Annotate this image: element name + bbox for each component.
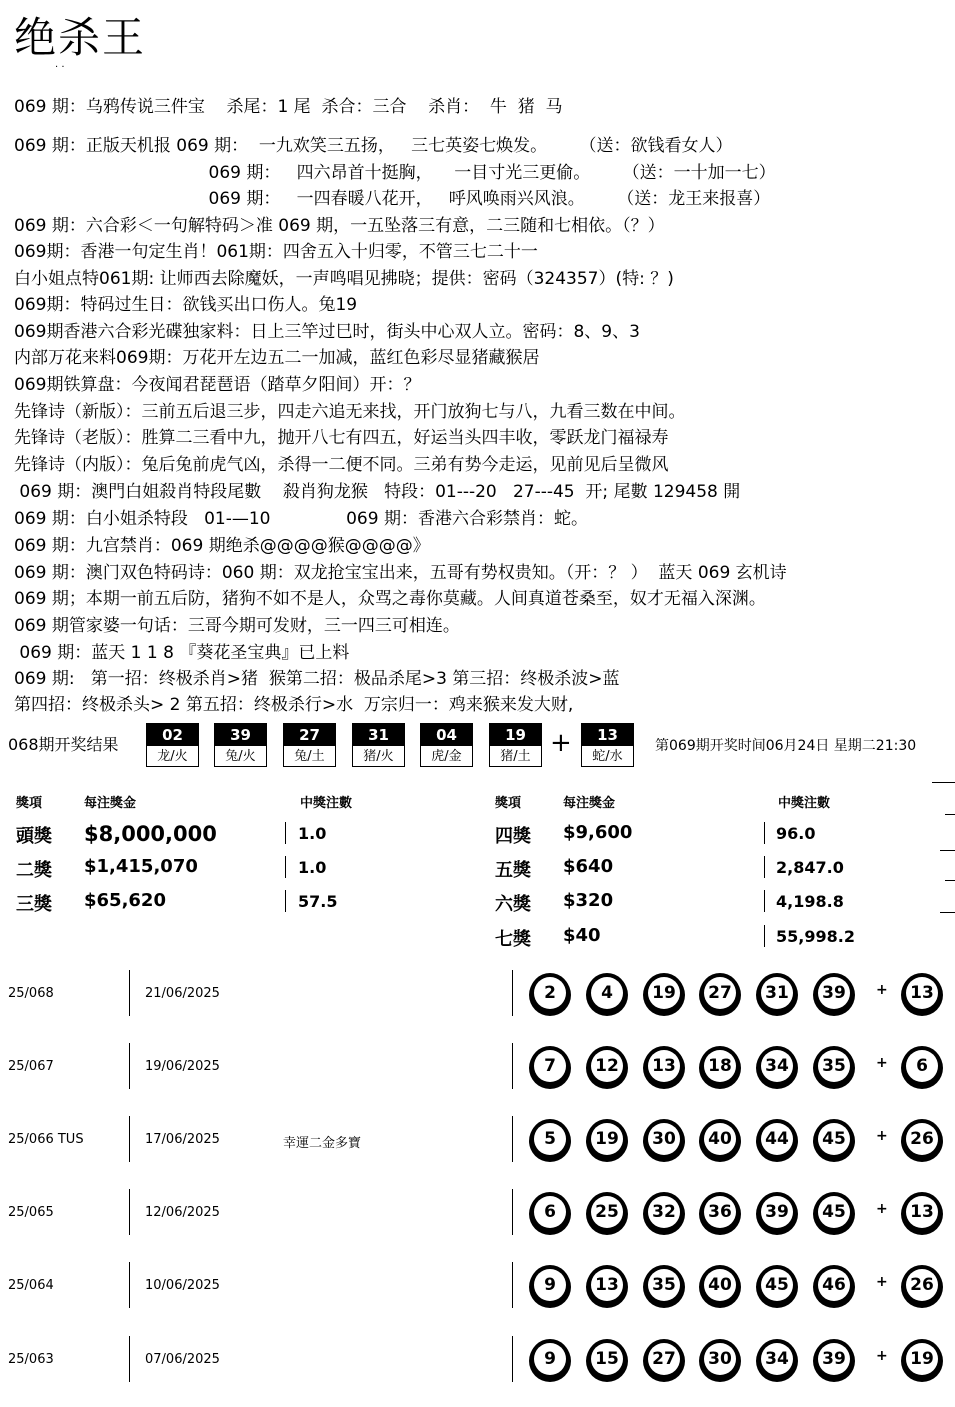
history-special-ball — [902, 1265, 942, 1305]
history-plus-sign: + — [876, 1274, 888, 1290]
history-ball — [814, 1339, 854, 1379]
history-divider — [129, 1043, 130, 1089]
history-issue: 25/065 — [8, 1205, 54, 1220]
result-ball — [146, 723, 199, 767]
history-ball — [700, 1339, 740, 1379]
history-ball — [644, 973, 684, 1013]
history-ball-number: 13 — [648, 1050, 680, 1082]
prediction-line: 069 期：六合彩＜一句解特码＞准 069 期，一五坠落三有意，二三随和七相依。（？） — [14, 216, 665, 236]
history-special-number: 26 — [906, 1269, 938, 1301]
prediction-line: 069 期：正版天机报 069 期： 一九欢笑三五扬， 三七英姿七焕发。 （送：欲钱看女人） — [14, 136, 733, 156]
history-ball — [757, 1339, 797, 1379]
history-ball — [757, 973, 797, 1013]
prize-header-name: 獎項 — [16, 796, 43, 811]
history-special-ball — [902, 1192, 942, 1232]
prediction-line: 069 期: 第一招：终极杀肖>猪 猴第二招：极品杀尾>3 第三招：终极杀波>蓝 — [14, 669, 620, 689]
prediction-line: 先锋诗（新版）：三前五后退三步，四走六追无来找，开门放狗七与八，九看三数在中间。 — [14, 402, 686, 422]
history-ball-number: 7 — [534, 1050, 566, 1082]
history-ball — [587, 1046, 627, 1086]
history-ball — [530, 973, 570, 1013]
prize-amount: $1,415,070 — [84, 856, 198, 877]
prize-count: 2,847.0 — [776, 858, 844, 877]
history-ball — [814, 1192, 854, 1232]
history-date: 17/06/2025 — [145, 1132, 220, 1147]
history-plus-sign: + — [876, 1128, 888, 1144]
history-issue: 25/064 — [8, 1278, 54, 1293]
prediction-line: 069 期；本期一前五后防，猪狗不如不是人，众骂之毒你莫藏。人间真道苍桑至，奴才无福入深渊。 — [14, 589, 766, 609]
history-ball-number: 32 — [648, 1196, 680, 1228]
page-title: 绝杀王 — [14, 13, 147, 62]
results-label: 068期开奖结果 — [8, 735, 119, 754]
prediction-line: 069期：特码过生日：欲钱买出口伤人。兔19 — [14, 295, 358, 315]
history-date: 07/06/2025 — [145, 1352, 220, 1367]
history-divider — [512, 1262, 513, 1308]
prediction-line: 069 期： 一四春暖八花开， 呼风唤雨兴风浪。 （送：龙王来报喜） — [14, 189, 771, 209]
history-ball — [530, 1265, 570, 1305]
prize-divider — [764, 890, 765, 912]
history-ball — [757, 1192, 797, 1232]
history-ball-number: 39 — [818, 1343, 850, 1375]
prize-name: 七獎 — [495, 929, 531, 950]
prize-count: 1.0 — [298, 824, 327, 843]
history-note: 幸運二金多寶 — [283, 1136, 362, 1151]
result-ball-zodiac: 龙/火 — [157, 749, 188, 764]
prize-count: 57.5 — [298, 892, 338, 911]
history-ball-number: 25 — [591, 1196, 623, 1228]
history-ball — [814, 973, 854, 1013]
history-ball-number: 5 — [534, 1123, 566, 1155]
next-draw-time: 第069期开奖时间06月24日 星期二21:30 — [655, 738, 917, 754]
prediction-line: 先锋诗（内版）：兔后兔前虎气凶，杀得一二便不同。三弟有势今走运，见前见后呈微风 — [14, 455, 669, 475]
prize-amount: $320 — [563, 890, 614, 911]
history-ball-number: 19 — [591, 1123, 623, 1155]
history-divider — [129, 1189, 130, 1235]
history-ball — [587, 973, 627, 1013]
prize-amount: $8,000,000 — [84, 822, 217, 846]
result-ball-zodiac: 猪/火 — [363, 749, 394, 764]
history-special-ball — [902, 1119, 942, 1159]
history-ball — [700, 1265, 740, 1305]
history-ball — [644, 1119, 684, 1159]
history-date: 10/06/2025 — [145, 1278, 220, 1293]
prize-count: 96.0 — [776, 824, 816, 843]
prize-divider — [285, 856, 286, 878]
prize-name: 二獎 — [16, 860, 52, 881]
special-plus-sign: + — [550, 728, 572, 758]
history-ball — [700, 1046, 740, 1086]
edge-mark — [945, 880, 955, 881]
history-ball — [700, 1119, 740, 1159]
history-ball-number: 2 — [534, 977, 566, 1009]
history-special-ball — [902, 1046, 942, 1086]
result-ball — [214, 723, 267, 767]
history-special-number: 6 — [906, 1050, 938, 1082]
history-plus-sign: + — [876, 1201, 888, 1217]
history-special-number: 13 — [906, 977, 938, 1009]
history-row — [0, 1334, 955, 1407]
history-ball — [587, 1339, 627, 1379]
history-divider — [512, 1189, 513, 1235]
prize-header-count: 中獎注數 — [300, 796, 353, 811]
history-ball — [700, 1192, 740, 1232]
history-special-ball — [902, 1339, 942, 1379]
prize-header-amount: 每注獎金 — [84, 796, 137, 811]
history-row — [0, 1114, 955, 1187]
history-ball-number: 19 — [648, 977, 680, 1009]
history-ball-number: 30 — [648, 1123, 680, 1155]
history-ball-number: 27 — [648, 1343, 680, 1375]
history-row — [0, 1041, 955, 1114]
prediction-line: 069 期： 四六昂首十挺胸， 一目寸光三更偷。 （送：一十加一七） — [14, 163, 776, 183]
history-ball-number: 44 — [761, 1123, 793, 1155]
history-ball-number: 45 — [818, 1196, 850, 1228]
history-divider — [129, 1336, 130, 1382]
history-issue: 25/063 — [8, 1352, 54, 1367]
result-ball-zodiac: 兔/土 — [294, 749, 325, 764]
history-ball — [814, 1265, 854, 1305]
history-divider — [512, 1336, 513, 1382]
history-divider — [129, 970, 130, 1016]
prediction-line: 内部万花来料069期：万花开左边五二一加减，蓝红色彩尽显猪藏猴居 — [14, 348, 540, 368]
result-ball-zodiac: 虎/金 — [431, 749, 462, 764]
prize-name: 五獎 — [495, 860, 531, 881]
history-ball-number: 4 — [591, 977, 623, 1009]
result-ball-number: 27 — [284, 724, 335, 746]
history-ball-number: 46 — [818, 1269, 850, 1301]
history-plus-sign: + — [876, 982, 888, 998]
title-dots: · · — [55, 62, 65, 73]
prize-count: 55,998.2 — [776, 927, 855, 946]
history-ball-number: 35 — [648, 1269, 680, 1301]
prize-name: 頭獎 — [16, 826, 52, 847]
prediction-line: 白小姐点特061期: 让师西去除魔妖，一声鸣唱见拂晓；提供：密码（324357）(特: ？) — [14, 269, 674, 289]
prize-header-name: 獎項 — [495, 796, 522, 811]
prediction-line: 先锋诗（老版）：胜算二三看中九，抛开八七有四五，好运当头四丰收，零跃龙门福禄寿 — [14, 428, 669, 448]
prize-divider — [285, 890, 286, 912]
prize-name: 四獎 — [495, 826, 531, 847]
history-ball-number: 34 — [761, 1050, 793, 1082]
history-special-number: 19 — [906, 1343, 938, 1375]
history-special-ball — [902, 973, 942, 1013]
result-ball-zodiac: 猪/土 — [500, 749, 531, 764]
history-ball-number: 36 — [704, 1196, 736, 1228]
history-ball — [644, 1192, 684, 1232]
prediction-line: 069期香港六合彩光碟独家料：日上三竿过巳时，街头中心双人立。密码：8、9、3 — [14, 322, 640, 342]
history-ball-number: 9 — [534, 1269, 566, 1301]
prize-amount: $65,620 — [84, 890, 166, 911]
history-date: 12/06/2025 — [145, 1205, 220, 1220]
history-ball — [530, 1339, 570, 1379]
history-issue: 25/066 TUS — [8, 1132, 84, 1147]
history-ball-number: 18 — [704, 1050, 736, 1082]
history-ball — [530, 1192, 570, 1232]
special-ball-number: 13 — [582, 724, 633, 746]
prediction-line: 069 期：乌鸦传说三件宝 杀尾：1 尾 杀合：三合 杀肖： 牛 猪 马 — [14, 97, 563, 117]
history-date: 21/06/2025 — [145, 986, 220, 1001]
history-ball — [700, 973, 740, 1013]
result-ball-number: 19 — [490, 724, 541, 746]
prize-amount: $40 — [563, 925, 601, 946]
prize-divider — [764, 822, 765, 844]
history-special-number: 26 — [906, 1123, 938, 1155]
result-ball-number: 31 — [353, 724, 404, 746]
history-ball-number: 27 — [704, 977, 736, 1009]
prediction-line: 069期：香港一句定生肖！061期：四舍五入十归零，不管三七二十一 — [14, 242, 538, 262]
history-ball-number: 45 — [761, 1269, 793, 1301]
history-ball-number: 40 — [704, 1269, 736, 1301]
history-ball — [644, 1339, 684, 1379]
history-issue: 25/068 — [8, 986, 54, 1001]
history-ball-number: 40 — [704, 1123, 736, 1155]
prize-divider — [764, 856, 765, 878]
special-ball — [581, 723, 634, 767]
prize-header-amount: 每注獎金 — [563, 796, 616, 811]
history-divider — [129, 1116, 130, 1162]
history-divider — [512, 1116, 513, 1162]
prediction-line: 069 期：蓝天 1 1 8 『葵花圣宝典』已上料 — [14, 643, 350, 663]
history-ball-number: 6 — [534, 1196, 566, 1228]
prediction-line: 069 期：九宫禁肖：069 期绝杀@@@@猴@@@@》 — [14, 536, 430, 556]
edge-mark — [945, 814, 955, 815]
result-ball-number: 04 — [421, 724, 472, 746]
history-divider — [512, 970, 513, 1016]
history-row — [0, 1187, 955, 1260]
history-ball-number: 35 — [818, 1050, 850, 1082]
prediction-line: 069 期管家婆一句话：三哥今期可发财，三一四三可相连。 — [14, 616, 460, 636]
edge-mark — [940, 912, 955, 913]
history-ball-number: 31 — [761, 977, 793, 1009]
history-divider — [129, 1262, 130, 1308]
edge-mark — [940, 850, 955, 851]
history-special-number: 13 — [906, 1196, 938, 1228]
prediction-line: 069 期：白小姐杀特段 01-—10 069 期：香港六合彩禁肖：蛇。 — [14, 509, 588, 529]
prediction-line: 069 期：澳门双色特码诗：060 期：双龙抢宝宝出来，五哥有势权贵知。（开：？ ） 蓝天 069 玄机诗 — [14, 563, 787, 583]
prize-divider — [285, 822, 286, 844]
history-ball — [814, 1119, 854, 1159]
history-date: 19/06/2025 — [145, 1059, 220, 1074]
prize-count: 4,198.8 — [776, 892, 844, 911]
history-ball — [644, 1046, 684, 1086]
history-ball — [530, 1046, 570, 1086]
prize-divider — [764, 925, 765, 947]
history-ball-number: 30 — [704, 1343, 736, 1375]
history-ball-number: 45 — [818, 1123, 850, 1155]
history-divider — [512, 1043, 513, 1089]
history-ball — [587, 1119, 627, 1159]
result-ball-number: 39 — [215, 724, 266, 746]
history-ball — [757, 1119, 797, 1159]
prediction-line: 069 期：澳門白姐殺肖特段尾數 殺肖狗龙猴 特段：01---20 27---45 开; 尾數 129458 開 — [14, 482, 741, 502]
history-ball — [757, 1265, 797, 1305]
history-ball-number: 39 — [818, 977, 850, 1009]
history-ball — [644, 1265, 684, 1305]
history-ball — [757, 1046, 797, 1086]
history-issue: 25/067 — [8, 1059, 54, 1074]
history-ball-number: 13 — [591, 1269, 623, 1301]
result-ball — [352, 723, 405, 767]
history-ball-number: 34 — [761, 1343, 793, 1375]
history-plus-sign: + — [876, 1348, 888, 1364]
history-ball — [814, 1046, 854, 1086]
history-ball — [530, 1119, 570, 1159]
history-ball — [587, 1265, 627, 1305]
history-ball-number: 12 — [591, 1050, 623, 1082]
prize-count: 1.0 — [298, 858, 327, 877]
special-ball-zodiac: 蛇/水 — [592, 749, 623, 764]
history-row — [0, 968, 955, 1041]
history-plus-sign: + — [876, 1055, 888, 1071]
edge-mark — [932, 782, 955, 783]
result-ball-number: 02 — [147, 724, 198, 746]
history-ball-number: 9 — [534, 1343, 566, 1375]
result-ball — [420, 723, 473, 767]
history-ball-number: 39 — [761, 1196, 793, 1228]
prize-name: 六獎 — [495, 894, 531, 915]
result-ball — [489, 723, 542, 767]
prize-header-count: 中獎注數 — [778, 796, 831, 811]
history-ball-number: 15 — [591, 1343, 623, 1375]
result-ball — [283, 723, 336, 767]
prediction-line: 第四招：终极杀头> 2 第五招：终极杀行>水 万宗归一：鸡来猴来发大财, — [14, 695, 574, 715]
history-row — [0, 1260, 955, 1333]
history-ball — [587, 1192, 627, 1232]
prediction-line: 069期铁算盘：今夜闻君琵琶语（踏草夕阳间）开：？ — [14, 375, 421, 395]
result-ball-zodiac: 兔/火 — [225, 749, 256, 764]
prize-name: 三獎 — [16, 894, 52, 915]
prize-amount: $9,600 — [563, 822, 633, 843]
prize-amount: $640 — [563, 856, 614, 877]
